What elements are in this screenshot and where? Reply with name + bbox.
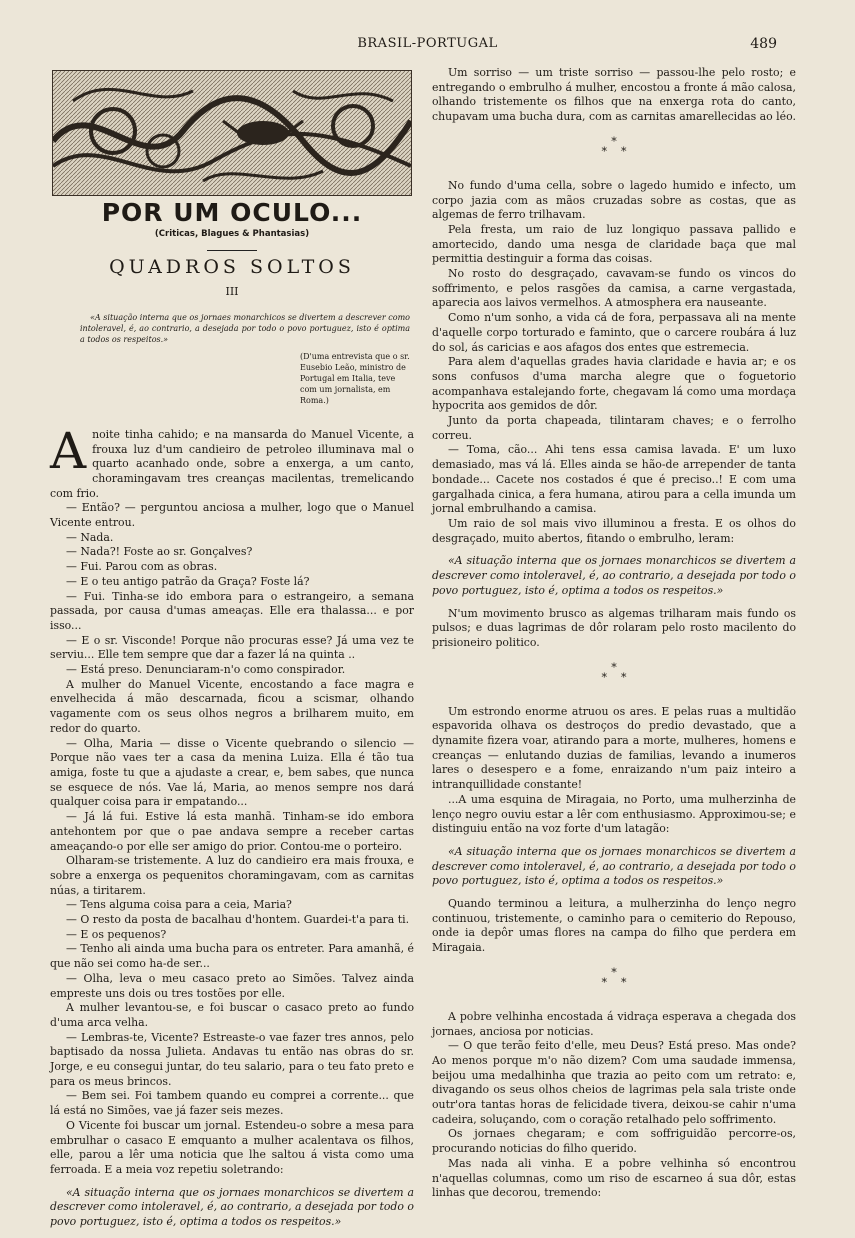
separator-star: *	[611, 660, 617, 674]
paragraph: No rosto do desgraçado, cavavam-se fundo os vincos do soffrimento, e pelos rasgões da camisa, a carne vergastada, aparecia aos laivos vermelhos. A atmosphera era nauseante.	[432, 267, 796, 310]
separator-star-pair: * *	[601, 144, 627, 158]
quoted-news: «A situação interna que os jornaes monarchicos se divertem a descrever como intoleravel, é, ao contrario, a desejada por todo o povo portuguez, isto é, optima a todos os respeitos.»	[432, 844, 796, 888]
opening-text: noite tinha cahido; e na mansarda do Manuel Vicente, a frouxa luz d'um candieiro de petroleo illuminava mal o quarto acanhado onde, sobre a enxerga, a um canto, choramingavam tres creanças macilentas, tremelicando com frio.	[50, 427, 414, 500]
left-body	[50, 421, 414, 1230]
separator-star-pair: * *	[601, 975, 627, 989]
paragraph: — Toma, cão... Ahi tens essa camisa lavada. E' um luxo demasiado, mas vá lá. Elles ainda se hão-de arrepender de tanta bondade... Cacete nos costados é que é preciso..! E com uma gargalhada cinica, a fera humana, atirou para a cella imunda um jornal embrulhando a camisa.	[432, 443, 796, 516]
paragraph: A mulher levantou-se, e foi buscar o casaco preto ao fundo d'uma arca velha.	[50, 1001, 414, 1029]
paragraph: A mulher do Manuel Vicente, encostando a face magra e envelhecida á mão descarnada, ficou a scismar, olhando vagamente com os seus olhos negros a brilharem muito, em redor do quarto.	[50, 677, 414, 735]
paragraph: — E o sr. Visconde! Porque não procuras esse? Já uma vez te serviu... Elle tem sempre que dar a fazer lá na quinta ..	[50, 633, 414, 662]
paragraph: Quando terminou a leitura, a mulherzinha do lenço negro continuou, tristemente, o caminho para o cemiterio do Repouso, onde ia depôr umas flores na campa do filho que perdera em Miragaia.	[432, 897, 796, 955]
section-separator	[432, 660, 796, 684]
paragraph: — Lembras-te, Vicente? Estreaste-o vae fazer tres annos, pelo baptisado da nossa Julieta. Andavas tu então nas obras do sr. Jorge, e eu consegui juntar, do teu salario, para o teu fato preto e para os meus brincos.	[50, 1030, 414, 1088]
section-separator	[432, 134, 796, 158]
left-column	[50, 66, 414, 1238]
paragraph: — Fui. Parou com as obras.	[66, 560, 218, 574]
paragraph: — Olha, leva o meu casaco preto ao Simões. Talvez ainda empreste uns dois ou tres tostões por elle.	[50, 971, 414, 1000]
paragraph: Um sorriso — um triste sorriso — passou-lhe pelo rosto; e entregando o embrulho á mulher, encostou a fronte á mão calosa, olhando tristemente os filhos que na enxerga rota do canto, chupavam uma bucha dura, com as carnitas amarellecidas ao léo.	[432, 66, 796, 124]
epigraph: «A situação interna que os jornaes monarchicos se divertem a descrever como intoleravel, é, ao contrario, a desejada por todo o povo portuguez, isto é optima a todos os respeitos.»	[80, 312, 410, 344]
paragraph: — Já lá fui. Estive lá esta manhã. Tinham-se ido embora antehontem por que o pae andava sempre a receber cartas ameaçando-o por elle ser amigo do prior. Contou-me o porteiro.	[50, 810, 414, 853]
running-head	[0, 36, 855, 56]
opening-paragraph	[50, 421, 414, 502]
paragraph: — O que terão feito d'elle, meu Deus? Está preso. Mas onde? Ao menos porque m'o não dizem? Com uma saudade immensa, beijou uma medalhinha que trazia ao peito com um retrato: e, divagando os seus olhos cheios de lagrimas pela sala triste onde outr'ora tantas horas de felicidade tivera, deixou-se cahir n'uma cadeira, soluçando, com o coração retalhado pelo soffrimento.	[432, 1039, 796, 1126]
quoted-news: «A situação interna que os jornaes monarchicos se divertem a descrever como intoleravel, é, ao contrario, a desejada por todo o povo portuguez, isto é, optima a todos os respeitos.»	[50, 1185, 414, 1229]
epigraph-attribution: (D'uma entrevista que o sr. Eusebio Leão, ministro de Portugal em Italia, teve com um jornalista, em Roma.)	[300, 351, 410, 405]
divider-rule	[207, 250, 257, 251]
paragraph: — E os pequenos?	[66, 927, 167, 941]
section-separator	[432, 965, 796, 989]
ornamental-banner-illustration	[52, 70, 412, 196]
paragraph: — Tens alguma coisa para a ceia, Maria?	[66, 898, 292, 912]
paragraph: Os jornaes chegaram; e com soffriguidão percorre-os, procurando noticias do filho querido.	[432, 1127, 796, 1156]
separator-star: *	[611, 134, 617, 148]
paragraph: Como n'um sonho, a vida cá de fora, perpassava ali na mente d'aquelle corpo torturado e faminto, que o carcere roubára á luz do sol, ás caricias e aos afagos dos entes que estremecia.	[432, 311, 796, 354]
drop-cap: A	[50, 421, 87, 480]
separator-star-pair: * *	[601, 670, 627, 684]
paragraph: Para alem d'aquellas grades havia claridade e havia ar; e os sons confusos d'uma marcha alegre que o foguetorio acompanhava estalejando forte, chegavam lá como uma mordaça hypocrita aos gemidos de dôr.	[432, 355, 796, 413]
right-column	[432, 66, 796, 1201]
paragraph: A pobre velhinha encostada á vidraça esperava a chegada dos jornaes, anciosa por noticias.	[432, 1009, 796, 1038]
paragraph: Um estrondo enorme atruou os ares. E pelas ruas a multidão espavorida olhava os destroços do predio devastado, que a dynamite fizera voar, atirando para a morte, mulheres, homens e creanças — enlutando duzias de familias, levando a inumeros lares o desespero e a fome, enraizando n'um paiz inteiro a intranquillidade constante!	[432, 704, 796, 792]
paragraph: — O resto da posta de bacalhau d'hontem. Guardei-t'a para ti.	[66, 913, 410, 927]
separator-star: *	[611, 965, 617, 979]
journal-title: BRASIL-PORTUGAL	[357, 36, 498, 51]
paragraph: — Nada?! Foste ao sr. Gonçalves?	[66, 545, 253, 559]
quoted-news: «A situação interna que os jornaes monarchicos se divertem a descrever como intoleravel, é, ao contrario, a desejada por todo o povo portuguez, isto é, optima a todos os respeitos.»	[432, 554, 796, 597]
paragraph: ...A uma esquina de Miragaia, no Porto, uma mulherzinha de lenço negro ouviu estar a lêr com enthusiasmo. Approximou-se; e distinguiu então na voz forte d'um latagão:	[432, 792, 796, 836]
paragraph: — Fui. Tinha-se ido embora para o estrangeiro, a semana passada, por causa d'umas ameaças. Elle era thalassa... e por isso...	[50, 589, 414, 632]
paragraph: O Vicente foi buscar um jornal. Estendeu-o sobre a mesa para embrulhar o casaco E emquanto a mulher acalentava os filhos, elle, parou a lêr uma noticia que lhe saltou á vista como uma ferroada. E a meia voz repetiu soletrando:	[50, 1118, 414, 1176]
paragraph: Olharam-se tristemente. A luz do candieiro era mais frouxa, e sobre a enxerga os pequenitos choramingavam, com as carnitas núas, a tiritarem.	[50, 854, 414, 897]
paragraph: — Então? — perguntou anciosa a mulher, logo que o Manuel Vicente entrou.	[50, 501, 414, 530]
part-number: III	[225, 285, 239, 299]
paragraph: — Está preso. Denunciaram-n'o como conspirador.	[66, 663, 346, 677]
paragraph: No fundo d'uma cella, sobre o lagedo humido e infecto, um corpo jazia com as mãos cruzadas sobre as costas, que as algemas de ferro trilhavam.	[432, 178, 796, 222]
article-subhead: (Criticas, Blagues & Phantasias)	[154, 228, 310, 239]
paragraph: N'um movimento brusco as algemas trilharam mais fundo os pulsos; e duas lagrimas de dôr rolaram pelo rosto macilento do prisioneiro politico.	[432, 606, 796, 649]
section-title: QUADROS SOLTOS	[109, 256, 355, 279]
paragraph: Pela fresta, um raio de luz longiquo passava pallido e amortecido, dando uma nesga de claridade baça que mal permittia destinguir a forma das coisas.	[432, 222, 796, 266]
paragraph: — Bem sei. Foi tambem quando eu comprei a corrente... que lá está no Simões, vae já fazer seis mezes.	[50, 1089, 414, 1118]
paragraph: — Nada.	[66, 530, 114, 544]
paragraph: Um raio de sol mais vivo illuminou a fresta. E os olhos do desgraçado, muito abertos, fitando o embrulho, leram:	[432, 516, 796, 545]
page-number: 489	[750, 36, 777, 52]
article-headline: POR UM OCULO...	[101, 198, 363, 227]
paragraph: Mas nada ali vinha. E a pobre velhinha só encontrou n'aquellas columnas, como um riso de escarneo á sua dôr, estas linhas que decorou, tremendo:	[432, 1156, 796, 1200]
paragraph: — Tenho ali ainda uma bucha para os entreter. Para amanhã, é que não sei como ha-de ser...	[50, 942, 414, 971]
paragraph: — Olha, Maria — disse o Vicente quebrando o silencio — Porque não vaes ter a casa da menina Luiza. Ella é tão tua amiga, foste tu que a ajudaste a crear, e, bem sabes, que nunca se esquece de nós. Vae lá, Maria, ao menos sempre nos dará qualquer coisa para ir empatando...	[50, 736, 414, 809]
paragraph: Junto da porta chapeada, tilintaram chaves; e o ferrolho correu.	[432, 414, 796, 442]
paragraph: — E o teu antigo patrão da Graça? Foste lá?	[66, 574, 310, 588]
